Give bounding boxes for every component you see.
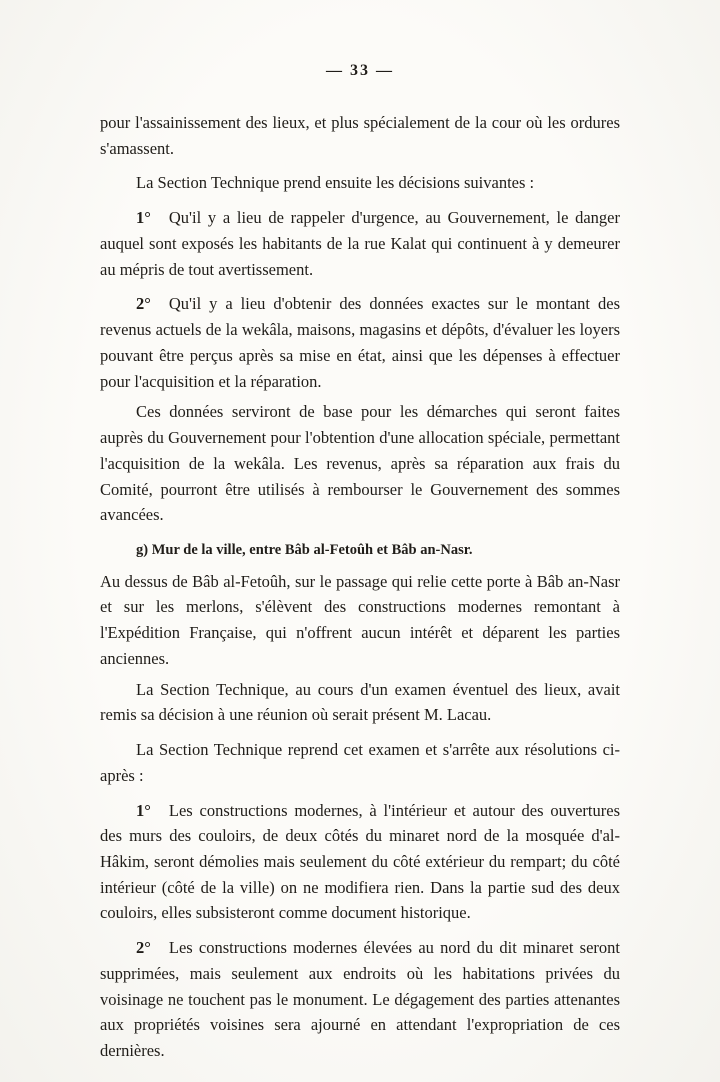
paragraph-numbered bbox=[100, 935, 620, 1064]
paragraph-number: 1° bbox=[136, 800, 151, 820]
section-heading: g) Mur de la ville, entre Bâb al-Fetoûh et Bâb an-Nasr. bbox=[136, 542, 473, 559]
paragraph-text: Qu'il y a lieu d'obtenir des données exactes sur le montant des revenus actuels de la wekâla, maisons, magasins et dépôts, d'évaluer les loyers pouvant être perçus après sa mise en état, ainsi que les dépenses à effectuer pour l'acquisition et la réparation. bbox=[100, 294, 620, 391]
paragraph-numbered bbox=[100, 798, 620, 927]
paragraph bbox=[100, 677, 620, 728]
paragraph bbox=[100, 170, 620, 196]
paragraph bbox=[100, 569, 620, 672]
paragraph-numbered bbox=[100, 205, 620, 282]
paragraph bbox=[100, 737, 620, 788]
paragraph-text: pour l'assainissement des lieux, et plus spécialement de la cour où les ordures s'amassent. bbox=[100, 113, 620, 158]
paragraph-text: Ces données serviront de base pour les démarches qui seront faites auprès du Gouvernement pour l'obtention d'une allocation spéciale, permettant l'acquisition de la wekâla. Les revenus, après sa réparation aux frais du Comité, pourront être utilisés à rembourser le Gouvernement des sommes avancées. bbox=[100, 402, 620, 525]
paragraph-text: Au dessus de Bâb al-Fetoûh, sur le passage qui relie cette porte à Bâb an-Nasr et sur les merlons, s'élèvent des constructions modernes remontant à l'Expédition Française, qui n'offrent aucun intérêt et déparent les parties anciennes. bbox=[100, 571, 620, 668]
page-number: — 33 — bbox=[326, 62, 394, 79]
paragraph-text: La Section Technique, au cours d'un examen éventuel des lieux, avait remis sa décision à une réunion où serait présent M. Lacau. bbox=[100, 679, 620, 725]
paragraph-text: Les constructions modernes élevées au nord du dit minaret seront supprimées, mais seulement aux endroits où les habitations privées du voisinage ne touchent pas le monument. Le dégagement des parties attenantes aux propriétés voisines sera ajourné en attendant l'expropriation de ces dernières. bbox=[100, 938, 620, 1061]
paragraph-text: La Section Technique reprend cet examen et s'arrête aux résolutions ci-après : bbox=[100, 740, 620, 785]
page-body bbox=[100, 110, 620, 1064]
paragraph-number: 1° bbox=[136, 208, 151, 228]
paragraph-numbered bbox=[100, 291, 620, 394]
paragraph-text: Qu'il y a lieu de rappeler d'urgence, au Gouvernement, le danger auquel sont exposés les habitants de la rue Kalat qui continuent à y demeurer au mépris de tout avertissement. bbox=[100, 208, 620, 279]
paragraph bbox=[100, 399, 620, 528]
paragraph-text: La Section Technique prend ensuite les décisions suivantes : bbox=[136, 173, 535, 193]
paragraph-text: Les constructions modernes, à l'intérieur et autour des ouvertures des murs des couloirs, de deux côtés du minaret nord de la mosquée d'al-Hâkim, seront démolies mais seulement du côté extérieur du rempart; du côté intérieur (côté de la ville) on ne modifiera rien. Dans la partie sud des deux couloirs, elles subsisteront comme document historique. bbox=[100, 800, 620, 923]
paragraph bbox=[100, 110, 620, 161]
paragraph-number: 2° bbox=[136, 938, 151, 958]
paragraph-number: 2° bbox=[136, 294, 151, 314]
